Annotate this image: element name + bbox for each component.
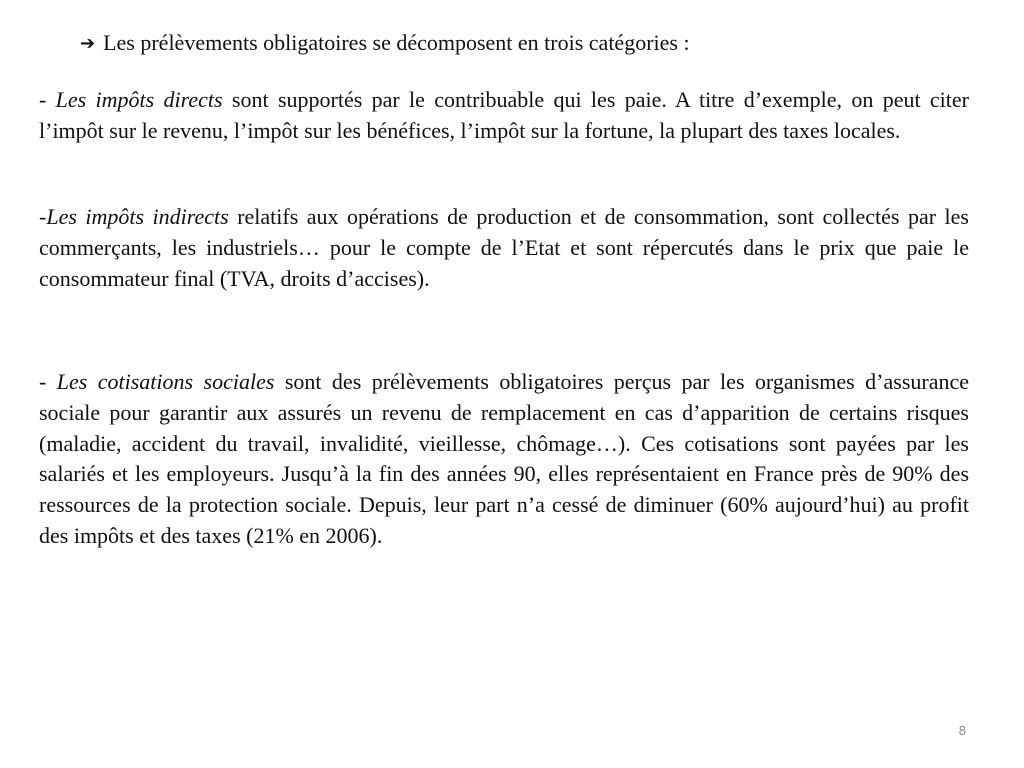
paragraph-impots-indirects [39, 202, 969, 294]
term-cotisations-sociales: Les cotisations sociales [56, 369, 275, 394]
page-number: 8 [958, 723, 966, 738]
paragraph-body: relatifs aux opérations de production et de consommation, sont collectés par les commerçants, les industriels… pour le compte de l’Etat et sont répercutés dans le prix que paie le consommateur final (TVA, droits d’accises). [39, 204, 969, 291]
paragraph-body: sont supportés par le contribuable qui les paie. A titre d’exemple, on peut citer l’impôt sur le revenu, l’impôt sur les bénéfices, l’impôt sur la fortune, la plupart des taxes locales. [39, 87, 969, 143]
paragraph-impots-directs [39, 85, 969, 147]
term-impots-indirects: Les impôts indirects [46, 204, 229, 229]
paragraph-prefix: - [39, 369, 57, 394]
paragraph-prefix: - [39, 204, 47, 229]
arrow-right-icon: ➔ [80, 33, 96, 54]
intro-text: Les prélèvements obligatoires se décomposent en trois catégories : [103, 30, 690, 55]
term-impots-directs: Les impôts directs [55, 87, 223, 112]
paragraph-cotisations-sociales [39, 367, 969, 552]
paragraph-body: sont des prélèvements obligatoires perçus par les organismes d’assurance sociale pour garantir aux assurés un revenu de remplacement en cas d’apparition de certains risques (maladie, accident du travail, invalidité, vieillesse, chômage…). Ces cotisations sont payées par les salariés et les employeurs. Jusqu’à la fin des années 90, elles représentaient en France près de 90% des ressources de la protection sociale. Depuis, leur part n’a cessé de diminuer (60% aujourd’hui) au profit des impôts et des taxes (21% en 2006). [39, 369, 969, 548]
paragraph-prefix: - [39, 87, 56, 112]
intro-line [80, 28, 690, 60]
